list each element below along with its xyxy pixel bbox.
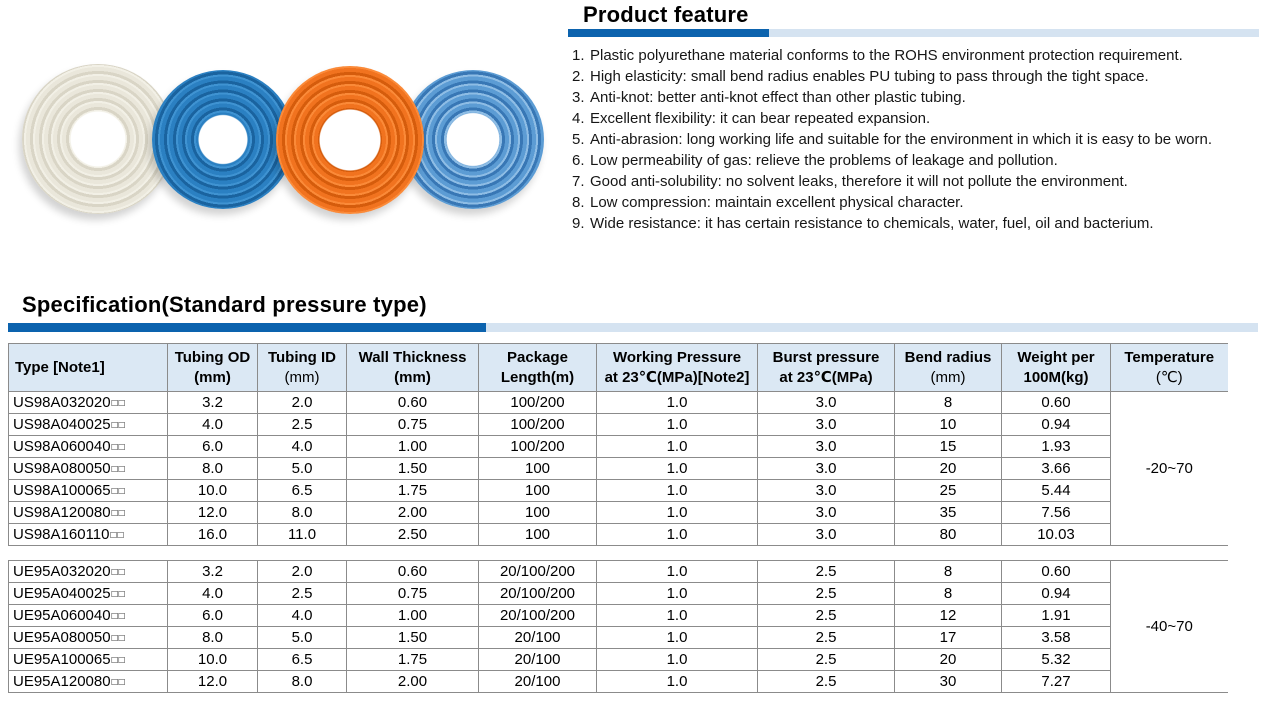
value-cell: 8.0 <box>168 458 258 480</box>
value-cell: 4.0 <box>258 605 347 627</box>
header-label: Burst pressure <box>772 349 880 366</box>
value-cell: 1.0 <box>597 458 758 480</box>
specification-underline-bar <box>8 323 1258 332</box>
spec-row <box>9 561 1228 583</box>
header-unit: 100M(kg) <box>1023 369 1089 386</box>
header-label: Package <box>507 349 568 366</box>
header-unit: (mm) <box>930 369 966 386</box>
feature-number: 7. <box>572 173 585 190</box>
spec-row <box>9 414 1228 436</box>
spec-row <box>9 480 1228 502</box>
value-cell: 1.50 <box>347 627 479 649</box>
type-color-placeholder-squares: □□ <box>111 464 126 475</box>
value-cell: 5.0 <box>258 627 347 649</box>
feature-number: 3. <box>572 89 585 106</box>
feature-item <box>572 213 1272 234</box>
feature-text: Excellent flexibility: it can bear repeated expansion. <box>590 110 931 127</box>
header-label: Weight per <box>1017 349 1095 366</box>
value-cell: 35 <box>895 502 1002 524</box>
value-cell: 11.0 <box>258 524 347 546</box>
spec-row <box>9 502 1228 524</box>
feature-list <box>572 45 1272 234</box>
value-cell: 2.5 <box>758 583 895 605</box>
value-cell: 10.0 <box>168 480 258 502</box>
feature-text: High elasticity: small bend radius enables PU tubing to pass through the tight space. <box>590 68 1149 85</box>
feature-number: 9. <box>572 215 585 232</box>
value-cell: 3.0 <box>758 392 895 414</box>
header-unit: (mm) <box>194 369 231 386</box>
type-color-placeholder-squares: □□ <box>111 567 126 578</box>
type-code: UE95A040025 <box>13 585 111 602</box>
value-cell: 6.5 <box>258 649 347 671</box>
value-cell: 1.0 <box>597 524 758 546</box>
value-cell: 100 <box>479 502 597 524</box>
feature-number: 1. <box>572 47 585 64</box>
value-cell: 1.0 <box>597 480 758 502</box>
value-cell: 100 <box>479 458 597 480</box>
spec-row <box>9 458 1228 480</box>
spec-row <box>9 436 1228 458</box>
spec-row <box>9 627 1228 649</box>
value-cell: 2.5 <box>758 649 895 671</box>
type-color-placeholder-squares: □□ <box>111 589 126 600</box>
value-cell: 4.0 <box>168 583 258 605</box>
header-label: Working Pressure <box>612 349 742 366</box>
value-cell: 1.0 <box>597 414 758 436</box>
value-cell: 20/100 <box>479 671 597 693</box>
value-cell: 2.5 <box>758 671 895 693</box>
value-cell: 10.0 <box>168 649 258 671</box>
value-cell: 2.5 <box>758 605 895 627</box>
value-cell: 12.0 <box>168 502 258 524</box>
header-unit: at 23℃(MPa) <box>779 369 873 386</box>
value-cell: 7.27 <box>1002 671 1111 693</box>
feature-number: 2. <box>572 68 585 85</box>
feature-item <box>572 192 1272 213</box>
feature-number: 6. <box>572 152 585 169</box>
group-spacer-row <box>9 546 1228 561</box>
value-cell: 8 <box>895 392 1002 414</box>
feature-text: Low compression: maintain excellent physical character. <box>590 194 964 211</box>
value-cell: 1.0 <box>597 392 758 414</box>
value-cell: 1.0 <box>597 502 758 524</box>
value-cell: 2.0 <box>258 392 347 414</box>
type-color-placeholder-squares: □□ <box>111 677 126 688</box>
value-cell: 3.58 <box>1002 627 1111 649</box>
value-cell: 0.60 <box>347 392 479 414</box>
value-cell: 2.50 <box>347 524 479 546</box>
type-cell <box>9 605 168 627</box>
value-cell: 15 <box>895 436 1002 458</box>
header-unit: (mm) <box>394 369 431 386</box>
value-cell: 100 <box>479 524 597 546</box>
spec-row <box>9 671 1228 693</box>
value-cell: 10 <box>895 414 1002 436</box>
feature-item <box>572 108 1272 129</box>
col-header-burst-pressure <box>758 344 895 392</box>
col-header-package-length <box>479 344 597 392</box>
value-cell: 0.94 <box>1002 583 1111 605</box>
temperature-range-cell: -20~70 <box>1111 392 1228 546</box>
type-cell <box>9 458 168 480</box>
header-unit: (mm) <box>284 369 320 386</box>
feature-number: 8. <box>572 194 585 211</box>
type-code: UE95A080050 <box>13 629 111 646</box>
value-cell: 100/200 <box>479 414 597 436</box>
value-cell: 3.0 <box>758 436 895 458</box>
value-cell: 1.0 <box>597 627 758 649</box>
col-header-bend-radius <box>895 344 1002 392</box>
value-cell: 0.60 <box>347 561 479 583</box>
feature-item <box>572 45 1272 66</box>
type-cell <box>9 627 168 649</box>
spec-header-row <box>9 344 1228 392</box>
value-cell: 1.00 <box>347 436 479 458</box>
value-cell: 2.5 <box>258 414 347 436</box>
value-cell: 6.5 <box>258 480 347 502</box>
type-color-placeholder-squares: □□ <box>110 530 125 541</box>
type-color-placeholder-squares: □□ <box>111 655 126 666</box>
value-cell: 2.5 <box>258 583 347 605</box>
specification-title: Specification(Standard pressure type) <box>22 292 427 317</box>
type-cell <box>9 671 168 693</box>
feature-text: Low permeability of gas: relieve the problems of leakage and pollution. <box>590 152 1058 169</box>
value-cell: 1.0 <box>597 436 758 458</box>
value-cell: 30 <box>895 671 1002 693</box>
type-code: US98A080050 <box>13 460 111 477</box>
value-cell: 3.66 <box>1002 458 1111 480</box>
col-header-temperature <box>1111 344 1228 392</box>
value-cell: 1.75 <box>347 649 479 671</box>
value-cell: 20 <box>895 458 1002 480</box>
type-cell <box>9 561 168 583</box>
type-code: US98A160110 <box>13 526 110 543</box>
value-cell: 1.0 <box>597 561 758 583</box>
value-cell: 0.94 <box>1002 414 1111 436</box>
value-cell: 5.0 <box>258 458 347 480</box>
value-cell: 0.75 <box>347 583 479 605</box>
type-cell <box>9 414 168 436</box>
col-header-wall-thickness <box>347 344 479 392</box>
feature-number: 5. <box>572 131 585 148</box>
product-feature-section <box>568 0 1272 234</box>
value-cell: 16.0 <box>168 524 258 546</box>
value-cell: 1.91 <box>1002 605 1111 627</box>
value-cell: 1.0 <box>597 605 758 627</box>
specification-table <box>8 343 1228 693</box>
value-cell: 1.00 <box>347 605 479 627</box>
spec-row <box>9 392 1228 414</box>
type-code: US98A032020 <box>13 394 111 411</box>
value-cell: 1.0 <box>597 671 758 693</box>
value-cell: 3.0 <box>758 458 895 480</box>
value-cell: 20/100/200 <box>479 583 597 605</box>
temperature-range-cell: -40~70 <box>1111 561 1228 693</box>
type-code: UE95A120080 <box>13 673 111 690</box>
value-cell: 6.0 <box>168 436 258 458</box>
value-cell: 8.0 <box>258 502 347 524</box>
value-cell: 3.2 <box>168 561 258 583</box>
type-color-placeholder-squares: □□ <box>111 420 126 431</box>
value-cell: 0.60 <box>1002 561 1111 583</box>
type-cell <box>9 649 168 671</box>
feature-text: Wide resistance: it has certain resistance to chemicals, water, fuel, oil and bacterium. <box>590 215 1154 232</box>
value-cell: 20/100/200 <box>479 605 597 627</box>
value-cell: 100/200 <box>479 392 597 414</box>
value-cell: 10.03 <box>1002 524 1111 546</box>
type-code: UE95A060040 <box>13 607 111 624</box>
col-header-tubing-od <box>168 344 258 392</box>
value-cell: 0.60 <box>1002 392 1111 414</box>
feature-number: 4. <box>572 110 585 127</box>
value-cell: 1.93 <box>1002 436 1111 458</box>
type-code: US98A120080 <box>13 504 111 521</box>
value-cell: 3.0 <box>758 414 895 436</box>
value-cell: 3.2 <box>168 392 258 414</box>
header-label: Temperature <box>1124 349 1215 366</box>
col-header-working-pressure <box>597 344 758 392</box>
value-cell: 8 <box>895 561 1002 583</box>
value-cell: 8.0 <box>168 627 258 649</box>
value-cell: 12.0 <box>168 671 258 693</box>
value-cell: 25 <box>895 480 1002 502</box>
value-cell: 100 <box>479 480 597 502</box>
value-cell: 5.44 <box>1002 480 1111 502</box>
header-label: Tubing OD <box>174 349 251 366</box>
type-code: UE95A032020 <box>13 563 111 580</box>
value-cell: 2.0 <box>258 561 347 583</box>
header-label: Type [Note1] <box>15 358 105 376</box>
value-cell: 20/100 <box>479 649 597 671</box>
value-cell: 2.5 <box>758 627 895 649</box>
value-cell: 20 <box>895 649 1002 671</box>
type-color-placeholder-squares: □□ <box>111 442 126 453</box>
type-cell <box>9 436 168 458</box>
product-feature-title: Product feature <box>583 2 749 27</box>
value-cell: 4.0 <box>258 436 347 458</box>
spec-row <box>9 524 1228 546</box>
header-label: Tubing ID <box>267 349 337 366</box>
value-cell: 1.75 <box>347 480 479 502</box>
type-color-placeholder-squares: □□ <box>111 633 126 644</box>
type-cell <box>9 502 168 524</box>
value-cell: 20/100/200 <box>479 561 597 583</box>
feature-text: Plastic polyurethane material conforms to the ROHS environment protection requirement. <box>590 47 1183 64</box>
value-cell: 20/100 <box>479 627 597 649</box>
value-cell: 80 <box>895 524 1002 546</box>
value-cell: 8 <box>895 583 1002 605</box>
group-spacer-cell <box>9 546 1228 561</box>
value-cell: 7.56 <box>1002 502 1111 524</box>
type-cell <box>9 480 168 502</box>
header-unit: at 23℃(MPa)[Note2] <box>604 369 750 386</box>
feature-item <box>572 87 1272 108</box>
type-cell <box>9 583 168 605</box>
value-cell: 17 <box>895 627 1002 649</box>
feature-item <box>572 66 1272 87</box>
spec-row <box>9 649 1228 671</box>
value-cell: 2.00 <box>347 502 479 524</box>
type-code: US98A060040 <box>13 438 111 455</box>
feature-item <box>572 171 1272 192</box>
type-code: US98A100065 <box>13 482 111 499</box>
spec-row <box>9 605 1228 627</box>
value-cell: 2.00 <box>347 671 479 693</box>
value-cell: 1.0 <box>597 583 758 605</box>
value-cell: 2.5 <box>758 561 895 583</box>
feature-text: Good anti-solubility: no solvent leaks, therefore it will not pollute the environment. <box>590 173 1128 190</box>
feature-text: Anti-abrasion: long working life and suitable for the environment in which it is easy to be worn. <box>590 131 1212 148</box>
type-code: UE95A100065 <box>13 651 111 668</box>
feature-item <box>572 150 1272 171</box>
product-photo <box>0 30 560 260</box>
type-code: US98A040025 <box>13 416 111 433</box>
spec-row <box>9 583 1228 605</box>
type-color-placeholder-squares: □□ <box>111 398 126 409</box>
value-cell: 0.75 <box>347 414 479 436</box>
feature-text: Anti-knot: better anti-knot effect than other plastic tubing. <box>590 89 966 106</box>
value-cell: 100/200 <box>479 436 597 458</box>
header-label: Wall Thickness <box>358 349 467 366</box>
orange-tubing-coil-image <box>276 66 424 214</box>
col-header-type <box>9 344 168 392</box>
value-cell: 1.0 <box>597 649 758 671</box>
value-cell: 1.50 <box>347 458 479 480</box>
type-cell <box>9 392 168 414</box>
value-cell: 3.0 <box>758 524 895 546</box>
type-cell <box>9 524 168 546</box>
blue-tubing-coil-image <box>152 70 294 209</box>
value-cell: 3.0 <box>758 502 895 524</box>
type-color-placeholder-squares: □□ <box>111 486 126 497</box>
col-header-weight <box>1002 344 1111 392</box>
value-cell: 8.0 <box>258 671 347 693</box>
col-header-tubing-id <box>258 344 347 392</box>
type-color-placeholder-squares: □□ <box>111 508 126 519</box>
value-cell: 4.0 <box>168 414 258 436</box>
feature-item <box>572 129 1272 150</box>
value-cell: 3.0 <box>758 480 895 502</box>
header-label: Bend radius <box>904 349 992 366</box>
value-cell: 12 <box>895 605 1002 627</box>
value-cell: 6.0 <box>168 605 258 627</box>
value-cell: 5.32 <box>1002 649 1111 671</box>
product-feature-underline-bar <box>568 29 1259 37</box>
header-unit: (℃) <box>1155 369 1183 386</box>
type-color-placeholder-squares: □□ <box>111 611 126 622</box>
header-unit: Length(m) <box>500 369 575 386</box>
